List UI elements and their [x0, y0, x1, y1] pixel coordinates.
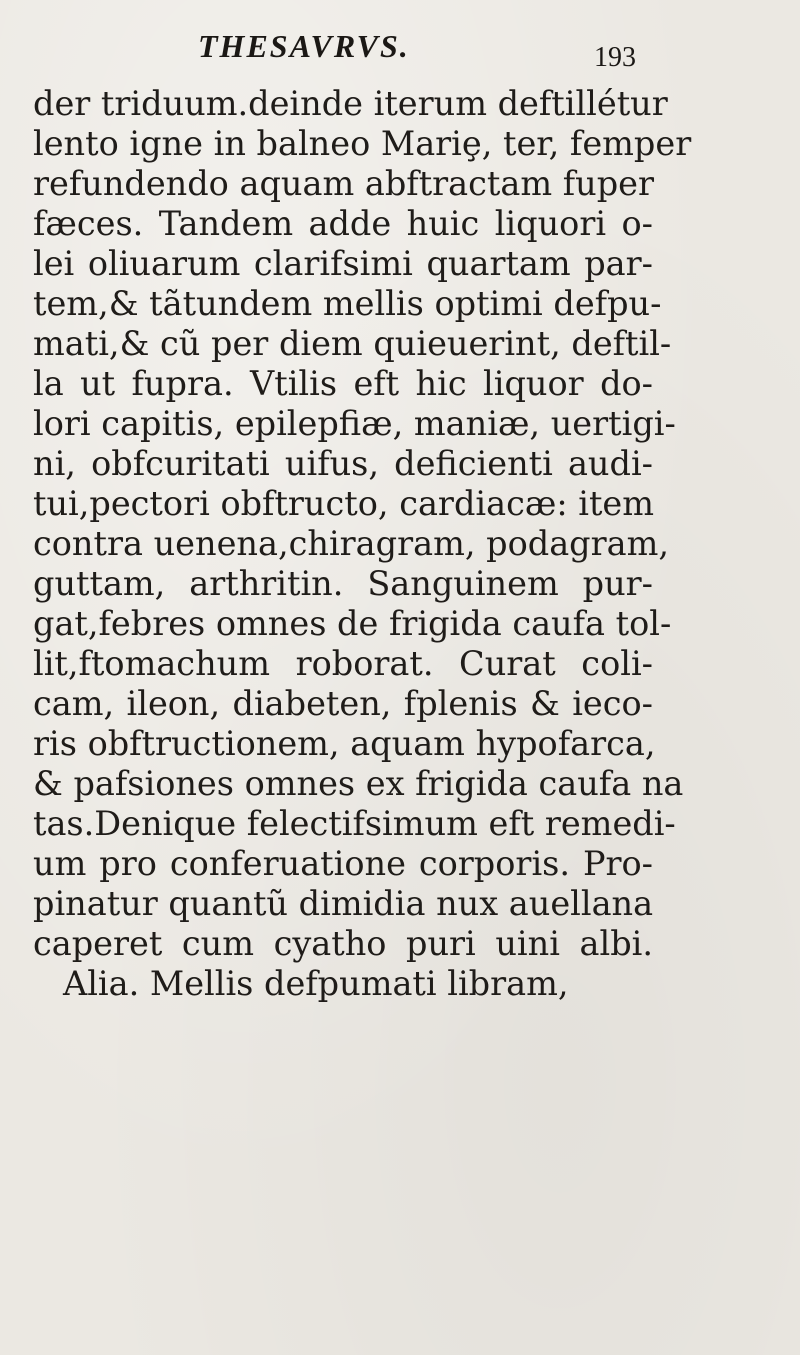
text-line: tas.Denique felectifsimum eft remedi-	[33, 804, 676, 843]
text-line: ris obftructionem, aquam hypofarca,	[33, 724, 656, 763]
text-line: cam, ileon, diabeten, fplenis & ieco-	[33, 684, 653, 723]
text-line: lit,ftomachum roborat. Curat coli-	[33, 644, 653, 683]
text-line: refundendo aquam abftractam fuper	[33, 164, 655, 203]
text-line: gat,febres omnes de frigida caufa tol-	[33, 604, 672, 643]
text-line: lori capitis, epilepfiæ, maniæ, uertigi-	[33, 404, 676, 443]
text-line: mati,& cũ per diem quieuerint, deftil-	[33, 324, 672, 363]
text-line: der triduum.deinde iterum deftillétur	[33, 84, 668, 123]
text-line: tui,pectori obftructo, cardiacæ: item	[33, 484, 655, 523]
text-line: tem,& tãtundem mellis optimi defpu-	[33, 284, 662, 323]
text-line: pinatur quantũ dimidia nux auellana	[33, 884, 654, 923]
text-line: contra uenena,chiragram, podagram,	[33, 524, 670, 563]
text-line: fæces. Tandem adde huic liquori o-	[33, 204, 653, 243]
text-line: ni, obfcuritati uifus, deficienti audi-	[33, 444, 653, 483]
text-line: & pafsiones omnes ex frigida caufa na	[33, 764, 684, 803]
body-text	[33, 84, 692, 1004]
text-line: caperet cum cyatho puri uini albi.	[33, 924, 653, 963]
text-line: lei oliuarum clarifsimi quartam par-	[33, 244, 653, 283]
running-title: THESAVRVS.	[198, 28, 410, 64]
text-line: um pro conferuatione corporis. Pro-	[33, 844, 653, 883]
page-number: 193	[594, 42, 636, 73]
text-line: Alia. Mellis defpumati libram,	[63, 964, 569, 1003]
page-header	[0, 28, 800, 84]
text-line: guttam, arthritin. Sanguinem pur-	[33, 564, 653, 603]
text-line: lento igne in balneo Mariȩ, ter, femper	[33, 124, 692, 163]
text-line: la ut fupra. Vtilis eft hic liquor do-	[33, 364, 653, 403]
